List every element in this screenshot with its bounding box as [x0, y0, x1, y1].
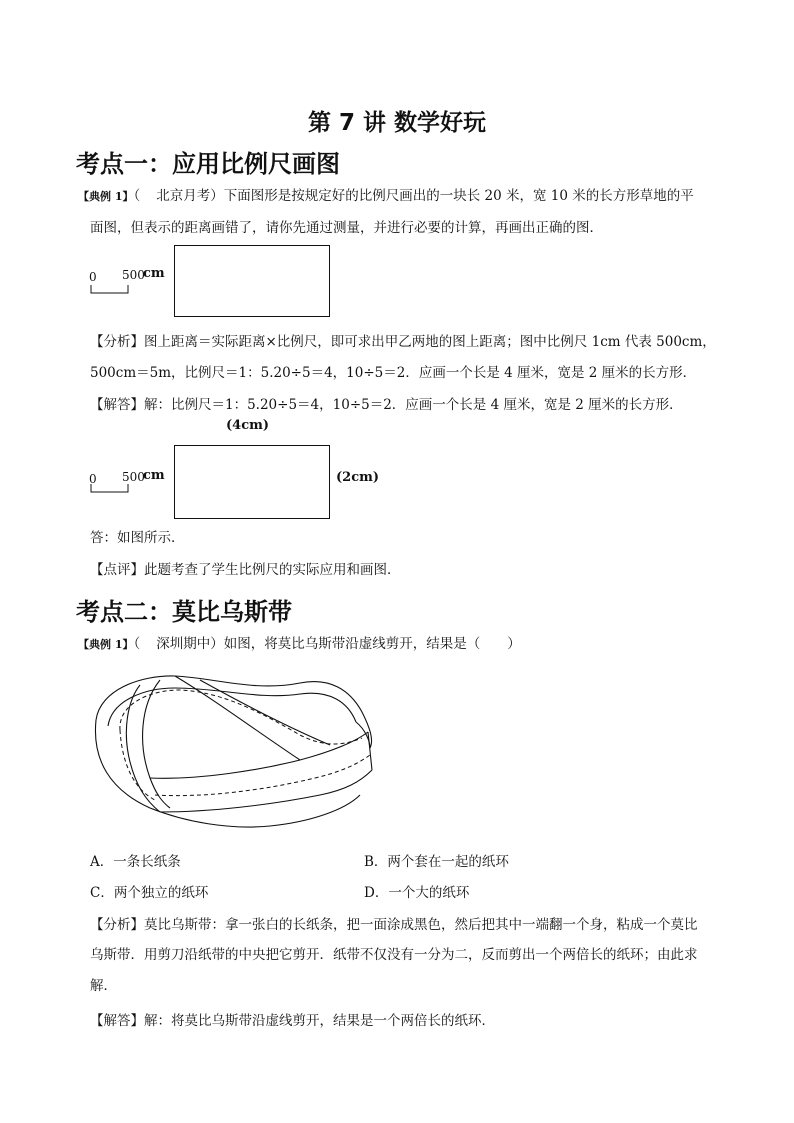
analysis-text-line1: 图上距离＝实际距离×比例尺，即可求出甲乙两地的图上距离；图中比例尺 1cm 代表 500cm，: [144, 334, 716, 350]
analysis-label: 【分析】: [90, 334, 144, 350]
section1-heading: 考点一：应用比例尺画图: [76, 150, 340, 178]
example-source: 北京月考）: [156, 188, 224, 204]
page-title: 第 7 讲 数学好玩: [307, 110, 487, 136]
section2-heading: 考点二：莫比乌斯带: [76, 598, 292, 626]
comment-text: 此题考查了学生比例尺的实际应用和画图．: [144, 562, 401, 578]
section2-analysis-line3: 解．: [90, 978, 117, 994]
fig2-scale-zero: 0: [89, 472, 97, 486]
section1-example-line2: 面图，但表示的距离画错了，请你先通过测量，并进行必要的计算，再画出正确的图．: [90, 220, 603, 236]
option-d: D．一个大的纸环: [364, 885, 470, 901]
fig2-width-label: (2cm): [336, 470, 380, 485]
section2-analysis-line2: 乌斯带．用剪刀沿纸带的中央把它剪开．纸带不仅没有一分为二，反而剪出一个两倍长的纸环；由此求: [90, 947, 698, 963]
analysis2-text-line1: 莫比乌斯带：拿一张白的长纸条，把一面涂成黑色，然后把其中一端翻一个身，粘成一个莫比: [144, 917, 698, 933]
example2-tag: 【典例 1】: [78, 638, 134, 651]
fig2-scale-bar: [91, 484, 128, 492]
example-tag: 【典例 1】: [78, 190, 134, 203]
fig2-scale-value: 500: [122, 470, 145, 484]
example2-paren: （: [133, 636, 141, 652]
example-paren: （: [133, 188, 141, 204]
section2-analysis-line1: [90, 915, 698, 935]
example2-text: 如图，将莫比乌斯带沿虚线剪开，结果是（ ）: [223, 636, 521, 652]
fig1-scale-zero: 0: [89, 270, 97, 284]
mobius-strip-figure: [95, 676, 372, 827]
answer2-text: 解：将莫比乌斯带沿虚线剪开，结果是一个两倍长的纸环．: [144, 1013, 495, 1029]
fig2-length-label: (4cm): [226, 418, 270, 433]
answer-text: 解：比例尺＝1：5.20÷5＝4，10÷5＝2．应画一个长是 4 厘米，宽是 2 厘米的长方形．: [144, 397, 683, 413]
comment-label: 【点评】: [90, 562, 144, 578]
analysis2-label: 【分析】: [90, 917, 144, 933]
fig1-scale-value: 500: [122, 268, 145, 282]
mobius-cut-line: [120, 690, 370, 800]
option-a: A．一条长纸条: [90, 854, 181, 870]
fig1-scale-unit: cm: [143, 266, 165, 281]
fig2-scale-unit: cm: [143, 468, 165, 483]
option-b: B．两个套在一起的纸环: [364, 854, 509, 870]
section2-answer: [90, 1011, 495, 1031]
answer-label: 【解答】: [90, 397, 144, 413]
fig1-scale-bar: [91, 285, 128, 293]
example2-source: 深圳期中）: [156, 636, 224, 652]
section1-reply: 答：如图所示．: [90, 530, 185, 546]
answer2-label: 【解答】: [90, 1013, 144, 1029]
example-text-line1: 下面图形是按规定好的比例尺画出的一块长 20 米，宽 10 米的长方形草地的平: [223, 188, 694, 204]
section1-analysis-line2: 500cm＝5m，比例尺＝1：5.20÷5＝4，10÷5＝2．应画一个长是 4 厘米，宽是 2 厘米的长方形．: [90, 365, 697, 381]
option-c: C．两个独立的纸环: [90, 885, 209, 901]
